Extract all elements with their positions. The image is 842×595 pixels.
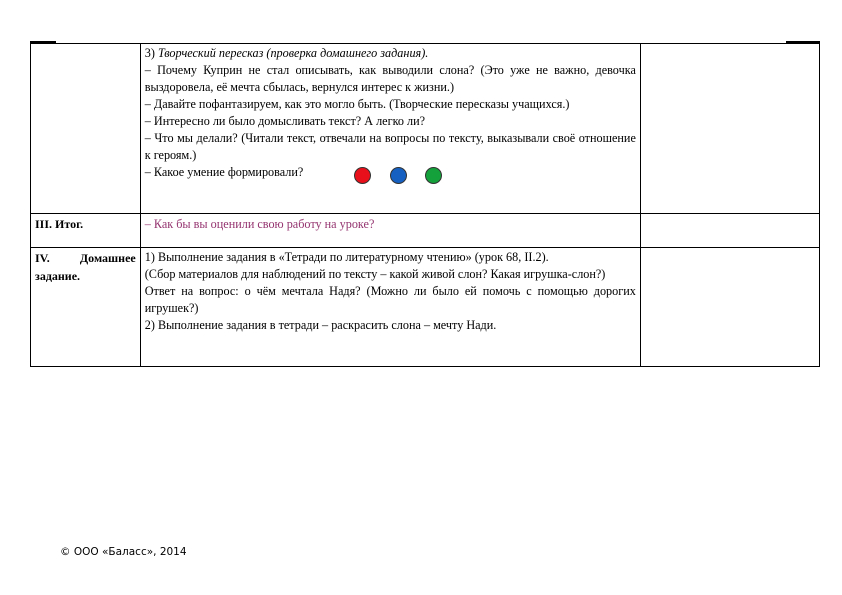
- homework-task-1: 1) Выполнение задания в «Тетради по литературному чтению» (урок 68, II.2).: [144, 250, 549, 264]
- homework-question: Ответ на вопрос: о чём мечтала Надя? (Можно ли было ей помочь с помощью дорогих игрушек?): [144, 284, 636, 315]
- question-skill: – Какое умение формировали?: [144, 165, 304, 179]
- copyright-footer: © ООО «Баласс», 2014: [60, 546, 187, 558]
- table-row: [31, 44, 820, 214]
- stage-homework-title: IV. Домашнее: [35, 251, 136, 265]
- stage-summary-title: III. Итог.: [35, 217, 84, 231]
- question-interesting: – Интересно ли было домысливать текст? А легко ли?: [144, 114, 426, 128]
- table-row: [31, 214, 820, 248]
- content-cell: [140, 214, 640, 248]
- stage-cell: [31, 214, 141, 248]
- notes-cell: [640, 248, 819, 367]
- table-row: [31, 248, 820, 367]
- content-cell: [140, 44, 640, 214]
- content-cell: [140, 248, 640, 367]
- red-circle: [354, 167, 371, 184]
- summary-question: – Как бы вы оценили свою работу на уроке?: [144, 217, 375, 231]
- lesson-plan-table: [30, 43, 820, 367]
- green-circle: [425, 167, 442, 184]
- question-fantasize: – Давайте пофантазируем, как это могло быть. (Творческие пересказы учащихся.): [144, 97, 570, 111]
- notes-cell: [640, 44, 819, 214]
- homework-task-2: 2) Выполнение задания в тетради – раскрасить слона – мечту Нади.: [144, 318, 497, 332]
- question-what-did: – Что мы делали? (Читали текст, отвечали на вопросы по тексту, выказывали своё отношение к героям.): [144, 131, 636, 162]
- stage-cell: [31, 248, 141, 367]
- stage-homework-title-cont: задание.: [35, 269, 81, 283]
- homework-task-1-note: (Сбор материалов для наблюдений по тексту – какой живой слон? Какая игрушка-слон?): [144, 267, 606, 281]
- creative-retelling-heading: 3) Творческий пересказ (проверка домашнего задания).: [144, 46, 429, 60]
- blue-circle: [390, 167, 407, 184]
- stage-cell: [31, 44, 141, 214]
- notes-cell: [640, 214, 819, 248]
- question-kuprin: – Почему Куприн не стал описывать, как выводили слона? (Это уже не важно, девочка выздоровела, её мечта сбылась, вернулся интерес к жизни.): [144, 63, 636, 94]
